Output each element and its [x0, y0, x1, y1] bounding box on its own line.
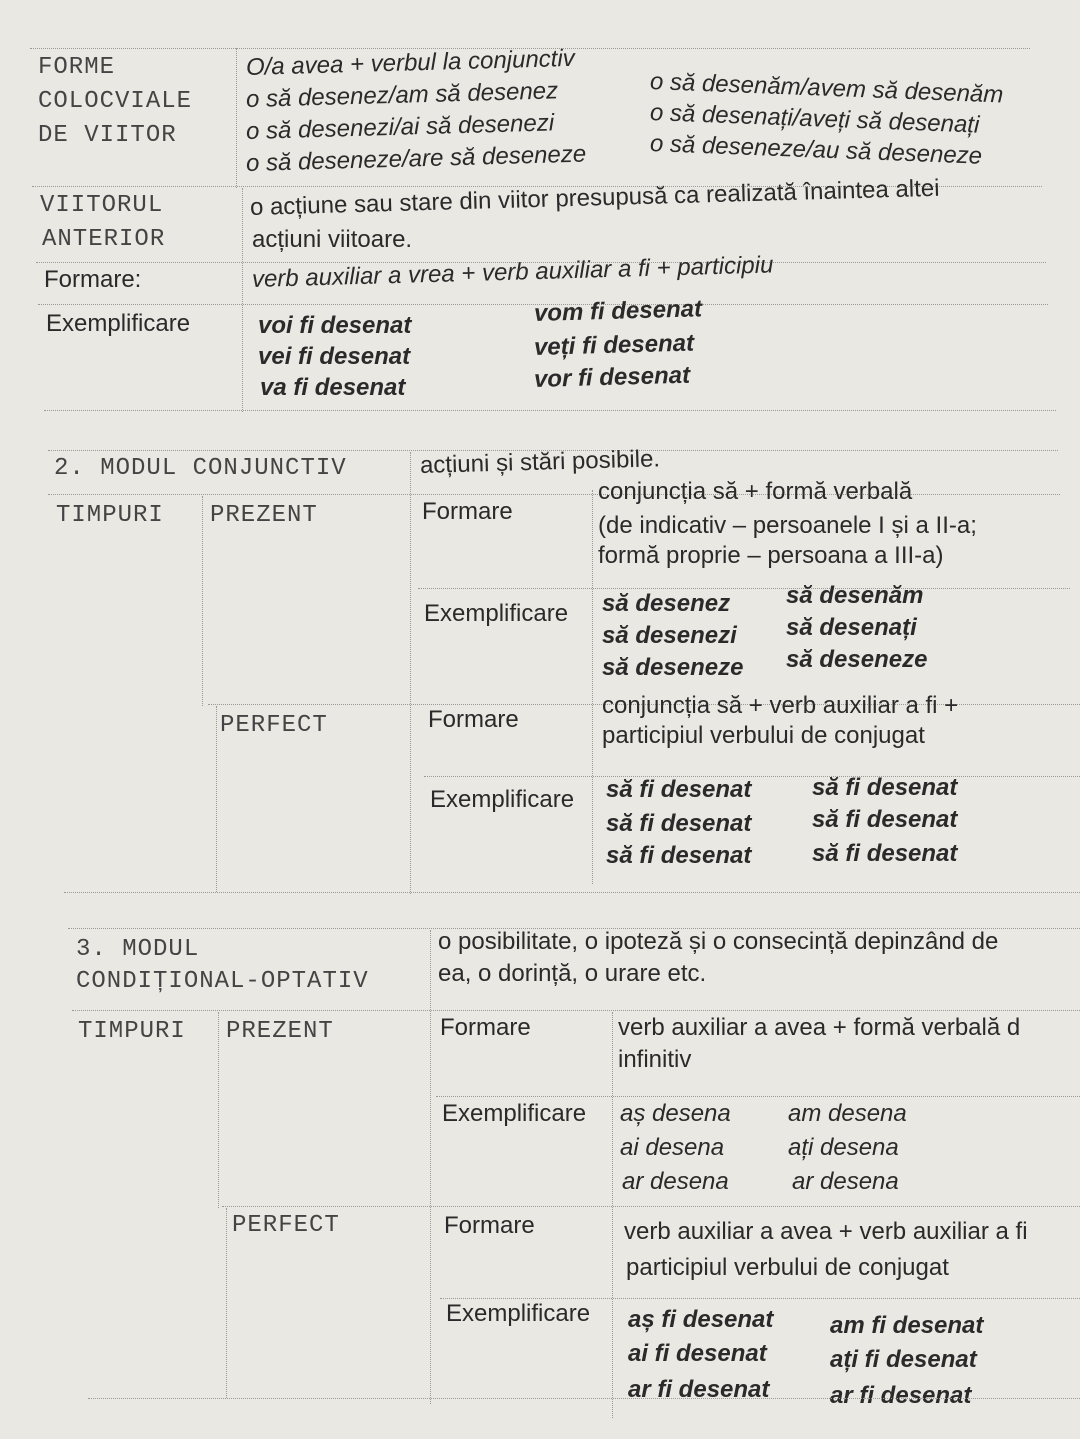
- example-form: ați desena: [788, 1134, 899, 1161]
- table-rule: [436, 1096, 1080, 1097]
- column-divider: [242, 188, 243, 412]
- anterior-definition: o acțiune sau stare din viitor presupusă ca realizată înaintea altei: [249, 174, 940, 221]
- column-divider: [236, 48, 237, 188]
- formare-text: conjuncția să + formă verbală: [598, 478, 913, 505]
- tense-label: PERFECT: [232, 1212, 340, 1239]
- formare-text: (de indicativ – persoanele I și a II-a;: [598, 512, 977, 539]
- anterior-label: VIITORUL: [40, 192, 164, 219]
- exemplificare-label: Exemplificare: [46, 310, 191, 337]
- column-divider: [202, 496, 203, 706]
- column-divider: [410, 452, 411, 894]
- exemplificare-label: Exemplificare: [442, 1100, 587, 1127]
- table-rule: [44, 410, 1056, 411]
- example-form: ai fi desenat: [628, 1340, 767, 1367]
- example-form: ați fi desenat: [830, 1346, 977, 1373]
- formare-text: verb auxiliar a vrea + verb auxiliar a fi + participiu: [251, 251, 774, 293]
- section-definition: acțiuni și stări posibile.: [419, 445, 661, 479]
- example-form: ar desena: [792, 1168, 899, 1195]
- section-title: CONDIȚIONAL-OPTATIV: [76, 968, 369, 995]
- column-divider: [430, 930, 431, 1404]
- tense-label: PREZENT: [226, 1018, 334, 1045]
- anterior-definition: acțiuni viitoare.: [252, 226, 413, 253]
- example-form: va fi desenat: [260, 374, 406, 401]
- forme-intro: O/a avea + verbul la conjunctiv: [245, 44, 576, 81]
- section-definition: ea, o dorință, o urare etc.: [438, 960, 707, 987]
- forme-example: o să deseneze/au să deseneze: [649, 130, 983, 170]
- formare-label: Formare: [422, 498, 513, 525]
- exemplificare-label: Exemplificare: [430, 786, 575, 813]
- column-divider: [226, 1208, 227, 1398]
- example-form: să desenezi: [602, 622, 737, 649]
- example-form: să desenez: [602, 590, 731, 617]
- example-form: să deseneze: [786, 646, 928, 673]
- example-form: să fi desenat: [812, 806, 958, 833]
- exemplificare-label: Exemplificare: [446, 1300, 591, 1327]
- example-form: aș fi desenat: [628, 1306, 774, 1333]
- forme-example: o să desenez/am să desenez: [245, 77, 559, 113]
- example-form: să fi desenat: [606, 810, 752, 837]
- formare-text: formă proprie – persoana a III-a): [598, 542, 944, 569]
- formare-label: Formare: [440, 1014, 531, 1041]
- forme-label: FORME: [38, 54, 116, 81]
- column-divider: [612, 1012, 613, 1418]
- formare-text: verb auxiliar a avea + formă verbală d: [618, 1014, 1021, 1041]
- example-form: să desenăm: [786, 582, 924, 609]
- section-definition: o posibilitate, o ipoteză și o consecință depinzând de: [438, 928, 999, 955]
- column-divider: [592, 490, 593, 884]
- example-form: să fi desenat: [606, 776, 752, 803]
- formare-label: Formare:: [44, 266, 142, 293]
- tense-label: PERFECT: [220, 712, 328, 739]
- example-form: aș desena: [620, 1100, 731, 1127]
- table-rule: [424, 776, 1080, 777]
- example-form: vei fi desenat: [258, 343, 411, 370]
- example-form: să desenați: [786, 614, 917, 641]
- formare-text: infinitiv: [618, 1046, 692, 1073]
- section-title: 2. MODUL CONJUNCTIV: [54, 455, 347, 482]
- formare-label: Formare: [444, 1212, 535, 1239]
- formare-text: conjuncția să + verb auxiliar a fi +: [602, 692, 959, 719]
- example-form: să fi desenat: [812, 840, 958, 867]
- forme-example: o să deseneze/are să deseneze: [245, 140, 587, 177]
- anterior-label: ANTERIOR: [42, 226, 166, 253]
- example-form: ai desena: [620, 1134, 725, 1161]
- timpuri-label: TIMPURI: [78, 1018, 186, 1045]
- formare-label: Formare: [428, 706, 519, 733]
- example-form: ar fi desenat: [628, 1376, 770, 1403]
- example-form: să fi desenat: [812, 774, 958, 801]
- table-rule: [222, 1206, 1080, 1207]
- example-form: am desena: [788, 1100, 907, 1127]
- table-rule: [64, 892, 1080, 893]
- forme-label: COLOCVIALE: [38, 88, 193, 115]
- table-rule: [88, 1398, 1080, 1399]
- table-rule: [418, 588, 1070, 589]
- formare-text: participiul verbului de conjugat: [602, 722, 925, 749]
- example-form: ar fi desenat: [830, 1382, 972, 1409]
- forme-example: o să desenați/aveți să desenați: [649, 99, 980, 139]
- formare-text: participiul verbului de conjugat: [626, 1254, 949, 1281]
- example-form: ar desena: [622, 1168, 729, 1195]
- column-divider: [216, 706, 217, 892]
- timpuri-label: TIMPURI: [56, 502, 164, 529]
- example-form: am fi desenat: [830, 1312, 984, 1339]
- tense-label: PREZENT: [210, 502, 318, 529]
- table-rule: [440, 1298, 1080, 1299]
- table-rule: [72, 1010, 1080, 1011]
- example-form: vom fi desenat: [533, 295, 703, 327]
- forme-label: DE VIITOR: [38, 122, 177, 149]
- example-form: vor fi desenat: [533, 361, 691, 393]
- example-form: veți fi desenat: [533, 329, 695, 361]
- section-title: 3. MODUL: [76, 936, 200, 963]
- forme-example: o să desenăm/avem să desenăm: [649, 68, 1004, 109]
- example-form: să fi desenat: [606, 842, 752, 869]
- column-divider: [218, 1012, 219, 1208]
- formare-text: verb auxiliar a avea + verb auxiliar a fi: [624, 1218, 1028, 1245]
- example-form: să deseneze: [602, 654, 744, 681]
- forme-example: o să desenezi/ai să desenezi: [245, 109, 555, 145]
- exemplificare-label: Exemplificare: [424, 600, 569, 627]
- example-form: voi fi desenat: [258, 312, 412, 339]
